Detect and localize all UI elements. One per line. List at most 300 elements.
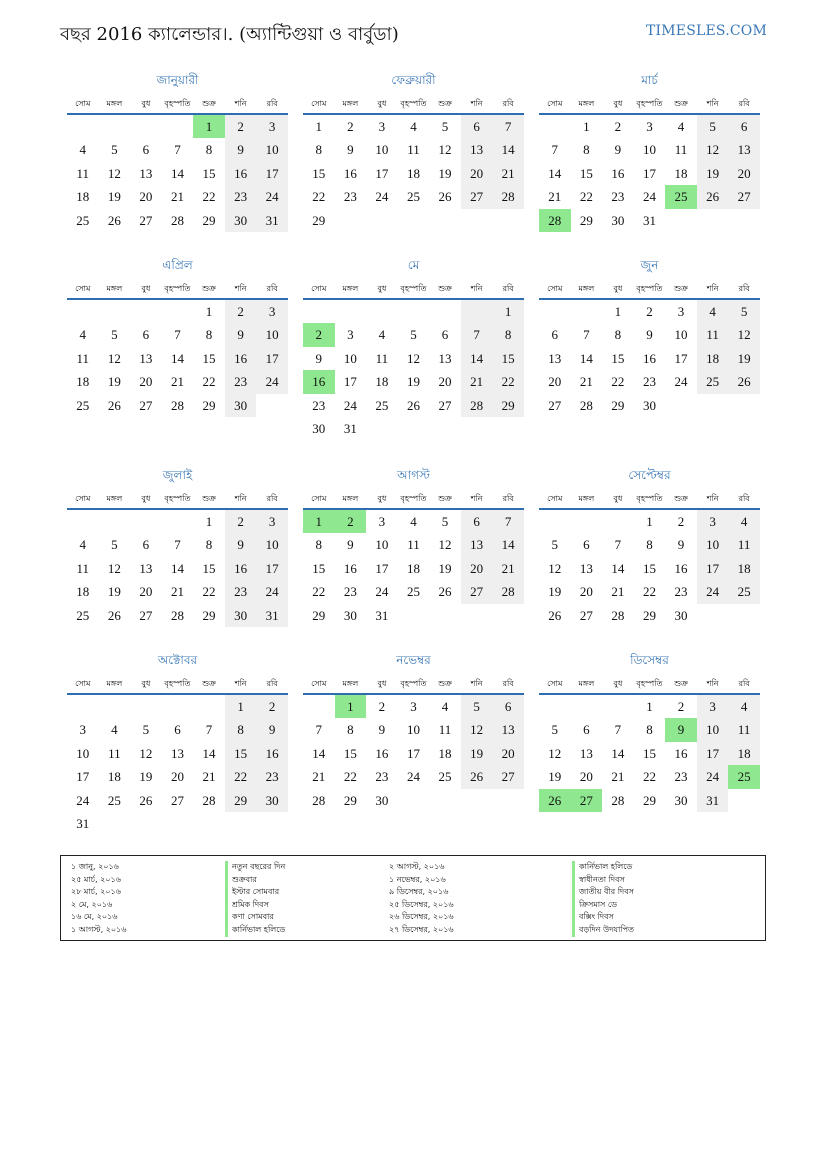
week-row	[67, 812, 288, 835]
weekday-label: বৃহস্পতি	[164, 99, 191, 108]
day-cell: 29	[642, 792, 656, 808]
day-cell: 24	[375, 584, 389, 600]
holiday-name: ইস্টার সোমবার	[225, 886, 285, 899]
day-cell: 8	[614, 327, 622, 343]
day-cell: 6	[461, 115, 493, 138]
day-cell: 1	[646, 699, 653, 714]
month-block	[539, 650, 760, 812]
month-name: জানুয়ারী	[156, 73, 199, 87]
day-cell: 17	[256, 162, 288, 185]
day-cell: 19	[438, 560, 452, 576]
day-cell: 26	[548, 607, 562, 623]
empty-day-cell	[335, 209, 367, 232]
day-cell: 14	[170, 165, 184, 181]
day-cell: 15	[312, 560, 326, 576]
day-cell: 5	[111, 142, 118, 158]
day-cell: 13	[139, 560, 153, 576]
weekday-label: শুক্র	[202, 494, 216, 503]
week-row	[303, 742, 524, 765]
weekday-label: মঙ্গল	[342, 679, 359, 688]
holiday-name: জাতীয় বীর দিবস	[572, 886, 634, 899]
day-cell: 27	[170, 792, 184, 808]
day-cell: 12	[107, 350, 121, 366]
weekday-label: মঙ্গল	[106, 99, 123, 108]
day-cell: 20	[579, 769, 593, 785]
day-cell: 7	[315, 722, 323, 738]
day-cell: 14	[312, 745, 326, 761]
weekday-label: সোম	[75, 679, 91, 688]
weekday-label: বুধ	[613, 99, 623, 108]
day-cell: 20	[461, 557, 493, 580]
weekday-header	[67, 280, 288, 300]
weekday-header	[303, 490, 524, 510]
weekday-header	[67, 95, 288, 115]
week-row	[67, 162, 288, 185]
week-row	[67, 765, 288, 788]
day-cell: 12	[406, 350, 420, 366]
empty-day-cell	[366, 300, 398, 323]
day-cell: 1	[492, 300, 524, 323]
holiday-date: ২ মে, ২০১৬	[71, 899, 113, 909]
holiday-date: ১ নভেম্বর, ২০১৬	[389, 874, 446, 884]
weekday-label: মঙ্গল	[342, 494, 359, 503]
holiday-date: ১ আগস্ট, ২০১৬	[71, 924, 127, 934]
day-cell: 16	[225, 347, 257, 370]
day-cell: 3	[256, 510, 288, 533]
day-cell: 13	[579, 560, 593, 576]
day-cell: 16	[225, 162, 257, 185]
day-cell: 20	[139, 584, 153, 600]
week-row	[539, 604, 760, 627]
weekday-label: মঙ্গল	[342, 284, 359, 293]
day-cell: 24	[256, 580, 288, 603]
day-cell: 9	[347, 537, 354, 553]
day-cell: 7	[551, 142, 559, 158]
day-cell: 29	[579, 212, 593, 228]
day-cell: 10	[697, 718, 729, 741]
day-cell: 15	[611, 350, 625, 366]
day-cell: 24	[697, 580, 729, 603]
empty-day-cell	[571, 695, 603, 718]
empty-day-cell	[539, 300, 571, 323]
day-cell: 1	[335, 695, 367, 718]
day-cell: 4	[677, 119, 685, 134]
empty-day-cell	[492, 417, 524, 440]
day-cell: 28	[202, 792, 216, 808]
day-cell: 8	[205, 327, 213, 343]
day-cell: 3	[378, 119, 386, 134]
weekday-label: বৃহস্পতি	[164, 284, 191, 293]
month-name: সেপ্টেম্বর	[628, 468, 671, 482]
day-cell: 25	[728, 765, 760, 788]
day-cell: 11	[407, 537, 420, 553]
day-cell: 12	[461, 718, 493, 741]
day-cell: 13	[548, 350, 562, 366]
week-row	[539, 510, 760, 533]
week-row	[303, 300, 524, 323]
day-cell: 18	[375, 374, 389, 390]
month-block	[67, 255, 288, 417]
week-row	[67, 510, 288, 533]
day-cell: 1	[193, 115, 225, 138]
day-cell: 24	[674, 374, 688, 390]
day-cell: 22	[225, 765, 257, 788]
week-row	[539, 347, 760, 370]
week-row	[303, 417, 524, 440]
day-cell: 11	[407, 142, 420, 158]
day-cell: 9	[225, 323, 257, 346]
day-cell: 7	[461, 323, 493, 346]
holiday-name: স্বাধীনতা দিবস	[572, 874, 634, 887]
holiday-date: ৯ ডিসেম্বর, ২০১৬	[389, 887, 449, 897]
empty-day-cell	[162, 812, 194, 835]
day-cell: 15	[202, 165, 216, 181]
day-cell: 4	[111, 722, 118, 738]
weekday-label: শুক্র	[674, 679, 688, 688]
holiday-list	[60, 855, 766, 941]
holiday-date: ২ আগস্ট, ২০১৬	[389, 862, 445, 871]
day-cell: 2	[256, 695, 288, 718]
weekday-label: বুধ	[377, 99, 387, 108]
day-cell: 10	[375, 142, 389, 158]
week-row	[303, 533, 524, 556]
month-name: জুন	[640, 258, 659, 272]
day-cell: 9	[225, 138, 257, 161]
day-cell: 16	[343, 165, 357, 181]
day-cell: 29	[343, 792, 357, 808]
weekday-label: শুক্র	[438, 284, 452, 293]
day-cell: 18	[76, 189, 90, 205]
day-cell: 10	[406, 722, 420, 738]
empty-day-cell	[130, 695, 162, 718]
empty-day-cell	[162, 115, 194, 138]
day-cell: 15	[642, 560, 656, 576]
empty-day-cell	[67, 695, 99, 718]
holiday-name: কার্নিভাল হলিডে	[225, 924, 285, 937]
week-row	[67, 370, 288, 393]
day-cell: 27	[139, 607, 153, 623]
week-row	[67, 138, 288, 161]
empty-day-cell	[130, 115, 162, 138]
weekday-label: সোম	[547, 284, 563, 293]
empty-day-cell	[398, 604, 430, 627]
day-cell: 11	[728, 718, 760, 741]
day-cell: 11	[728, 533, 760, 556]
weekday-label: বুধ	[377, 494, 387, 503]
week-row	[303, 789, 524, 812]
day-cell: 28	[170, 397, 184, 413]
day-cell: 18	[406, 165, 420, 181]
week-row	[303, 557, 524, 580]
empty-day-cell	[429, 209, 461, 232]
day-cell: 24	[375, 189, 389, 205]
day-cell: 15	[492, 347, 524, 370]
day-cell: 10	[674, 327, 688, 343]
week-row	[303, 765, 524, 788]
day-cell: 10	[256, 138, 288, 161]
week-row	[539, 138, 760, 161]
empty-day-cell	[461, 300, 493, 323]
day-cell: 23	[375, 769, 389, 785]
day-cell: 22	[312, 189, 326, 205]
day-cell: 9	[315, 350, 323, 366]
empty-day-cell	[461, 789, 493, 812]
day-cell: 6	[461, 510, 493, 533]
day-cell: 5	[441, 119, 449, 134]
day-cell: 16	[674, 745, 688, 761]
day-cell: 4	[79, 142, 87, 158]
day-cell: 22	[312, 584, 326, 600]
empty-day-cell	[193, 812, 225, 835]
week-row	[539, 162, 760, 185]
weekday-label: রবি	[502, 679, 514, 688]
month-block	[539, 465, 760, 627]
day-cell: 11	[375, 350, 389, 366]
day-cell: 3	[256, 300, 288, 323]
day-cell: 25	[76, 212, 90, 228]
weekday-label: শুক্র	[202, 284, 216, 293]
weekday-label: বৃহস্পতি	[164, 494, 191, 503]
weekday-label: শুক্র	[674, 494, 688, 503]
week-row	[303, 138, 524, 161]
day-cell: 28	[170, 607, 184, 623]
day-cell: 24	[76, 792, 90, 808]
day-cell: 17	[375, 165, 389, 181]
day-cell: 29	[202, 607, 216, 623]
empty-day-cell	[429, 417, 461, 440]
day-cell: 4	[410, 119, 417, 134]
day-cell: 17	[256, 347, 288, 370]
day-cell: 9	[225, 533, 257, 556]
day-cell: 4	[728, 510, 760, 533]
day-cell: 23	[225, 370, 257, 393]
month-name: আগস্ট	[397, 468, 430, 482]
day-cell: 29	[492, 394, 524, 417]
day-cell: 7	[614, 722, 622, 738]
day-cell: 3	[256, 115, 288, 138]
day-cell: 29	[312, 212, 326, 228]
day-cell: 10	[697, 533, 729, 556]
day-cell: 11	[674, 142, 688, 158]
day-cell: 26	[107, 397, 121, 413]
empty-day-cell	[398, 300, 430, 323]
day-cell: 18	[107, 769, 121, 785]
empty-day-cell	[130, 510, 162, 533]
weekday-label: শনি	[706, 99, 719, 108]
empty-day-cell	[130, 812, 162, 835]
weekday-label: বুধ	[377, 679, 387, 688]
day-cell: 26	[539, 789, 571, 812]
day-cell: 14	[170, 560, 184, 576]
day-cell: 27	[461, 185, 493, 208]
week-row	[539, 394, 760, 417]
day-cell: 30	[256, 789, 288, 812]
weekday-label: শুক্র	[438, 494, 452, 503]
empty-day-cell	[162, 510, 194, 533]
empty-day-cell	[398, 417, 430, 440]
day-cell: 11	[76, 165, 90, 181]
day-cell: 5	[410, 327, 417, 343]
day-cell: 18	[674, 165, 688, 181]
day-cell: 1	[315, 119, 323, 134]
day-cell: 29	[225, 789, 257, 812]
day-cell: 18	[728, 557, 760, 580]
week-row	[539, 300, 760, 323]
day-cell: 16	[303, 370, 335, 393]
day-cell: 26	[461, 765, 493, 788]
day-cell: 21	[492, 162, 524, 185]
day-cell: 5	[142, 722, 150, 738]
day-cell: 28	[170, 212, 184, 228]
day-cell: 13	[492, 718, 524, 741]
month-name: অক্টোবর	[157, 653, 198, 667]
day-cell: 3	[646, 119, 653, 134]
weekday-header	[67, 490, 288, 510]
day-cell: 27	[492, 765, 524, 788]
day-cell: 21	[548, 189, 562, 205]
day-cell: 17	[375, 560, 389, 576]
day-cell: 22	[492, 370, 524, 393]
weekday-header	[539, 280, 760, 300]
site-brand[interactable]: TIMESLES.COM	[646, 23, 767, 39]
month-name: নভেম্বর	[396, 653, 431, 667]
day-cell: 23	[312, 397, 326, 413]
day-cell: 15	[202, 350, 216, 366]
day-cell: 21	[170, 374, 184, 390]
week-row	[67, 209, 288, 232]
day-cell: 18	[406, 560, 420, 576]
weekday-label: রবি	[266, 494, 278, 503]
day-cell: 4	[410, 514, 417, 529]
day-cell: 19	[548, 584, 562, 600]
empty-day-cell	[366, 209, 398, 232]
day-cell: 1	[583, 119, 590, 134]
day-cell: 3	[697, 695, 729, 718]
empty-day-cell	[539, 510, 571, 533]
weekday-label: বৃহস্পতি	[636, 284, 663, 293]
weekday-label: বৃহস্পতি	[400, 99, 427, 108]
weekday-label: বৃহস্পতি	[164, 679, 191, 688]
empty-day-cell	[492, 789, 524, 812]
day-cell: 8	[583, 142, 590, 158]
day-cell: 12	[548, 745, 562, 761]
week-row	[303, 162, 524, 185]
day-cell: 24	[343, 397, 357, 413]
weekday-header	[539, 675, 760, 695]
week-row	[67, 718, 288, 741]
weekday-label: শনি	[470, 99, 483, 108]
empty-day-cell	[429, 300, 461, 323]
day-cell: 29	[312, 607, 326, 623]
day-cell: 1	[614, 304, 622, 319]
weekday-label: শনি	[706, 494, 719, 503]
day-cell: 29	[202, 397, 216, 413]
day-cell: 14	[202, 745, 216, 761]
day-cell: 1	[225, 695, 257, 718]
weekday-label: মঙ্গল	[578, 494, 595, 503]
day-cell: 25	[375, 397, 389, 413]
weekday-label: রবি	[266, 679, 278, 688]
day-cell: 17	[697, 742, 729, 765]
day-cell: 31	[343, 420, 357, 436]
day-cell: 26	[438, 584, 452, 600]
day-cell: 30	[674, 792, 688, 808]
day-cell: 17	[76, 769, 90, 785]
weekday-label: শনি	[234, 284, 247, 293]
weekday-label: শনি	[470, 494, 483, 503]
day-cell: 18	[76, 374, 90, 390]
empty-day-cell	[728, 394, 760, 417]
weekday-label: শনি	[470, 679, 483, 688]
day-cell: 19	[107, 584, 121, 600]
day-cell: 26	[107, 212, 121, 228]
day-cell: 14	[492, 533, 524, 556]
empty-day-cell	[697, 209, 729, 232]
day-cell: 27	[548, 397, 562, 413]
page-title: বছর 2016 ক্যালেন্ডার।. (অ্যান্টিগুয়া ও বার্বুডা)	[60, 24, 399, 45]
day-cell: 24	[642, 189, 656, 205]
day-cell: 5	[697, 115, 729, 138]
weekday-label: রবি	[738, 284, 750, 293]
day-cell: 28	[492, 185, 524, 208]
day-cell: 25	[697, 370, 729, 393]
weekday-label: শুক্র	[674, 99, 688, 108]
weekday-label: বুধ	[141, 679, 151, 688]
day-cell: 25	[406, 189, 420, 205]
weekday-label: মঙ্গল	[342, 99, 359, 108]
day-cell: 30	[611, 212, 625, 228]
weekday-label: রবি	[266, 284, 278, 293]
day-cell: 8	[347, 722, 354, 738]
weekday-label: রবি	[738, 494, 750, 503]
empty-day-cell	[571, 510, 603, 533]
day-cell: 31	[256, 209, 288, 232]
week-row	[539, 718, 760, 741]
day-cell: 15	[312, 165, 326, 181]
day-cell: 18	[728, 742, 760, 765]
holiday-name: কার্নিভাল হলিডে	[572, 861, 634, 874]
holiday-name: বক্সিং দিবস	[572, 911, 634, 924]
day-cell: 17	[256, 557, 288, 580]
weekday-label: বুধ	[141, 99, 151, 108]
empty-day-cell	[99, 510, 131, 533]
day-cell: 20	[492, 742, 524, 765]
month-block	[303, 650, 524, 812]
day-cell: 29	[611, 397, 625, 413]
day-cell: 19	[406, 374, 420, 390]
month-name: মে	[407, 258, 420, 272]
weekday-label: মঙ্গল	[578, 99, 595, 108]
holiday-name: কণা সোমবার	[225, 911, 285, 924]
day-cell: 19	[107, 374, 121, 390]
weekday-label: শনি	[234, 99, 247, 108]
day-cell: 24	[256, 370, 288, 393]
day-cell: 13	[139, 350, 153, 366]
day-cell: 21	[202, 769, 216, 785]
day-cell: 27	[438, 397, 452, 413]
day-cell: 15	[225, 742, 257, 765]
week-row	[539, 742, 760, 765]
empty-day-cell	[429, 604, 461, 627]
day-cell: 30	[312, 420, 326, 436]
weekday-label: সোম	[75, 284, 91, 293]
day-cell: 6	[728, 115, 760, 138]
weekday-label: সোম	[547, 99, 563, 108]
empty-day-cell	[539, 115, 571, 138]
weekday-label: বৃহস্পতি	[400, 494, 427, 503]
weekday-label: বুধ	[141, 494, 151, 503]
holiday-date: ১৬ মে, ২০১৬	[71, 912, 118, 922]
